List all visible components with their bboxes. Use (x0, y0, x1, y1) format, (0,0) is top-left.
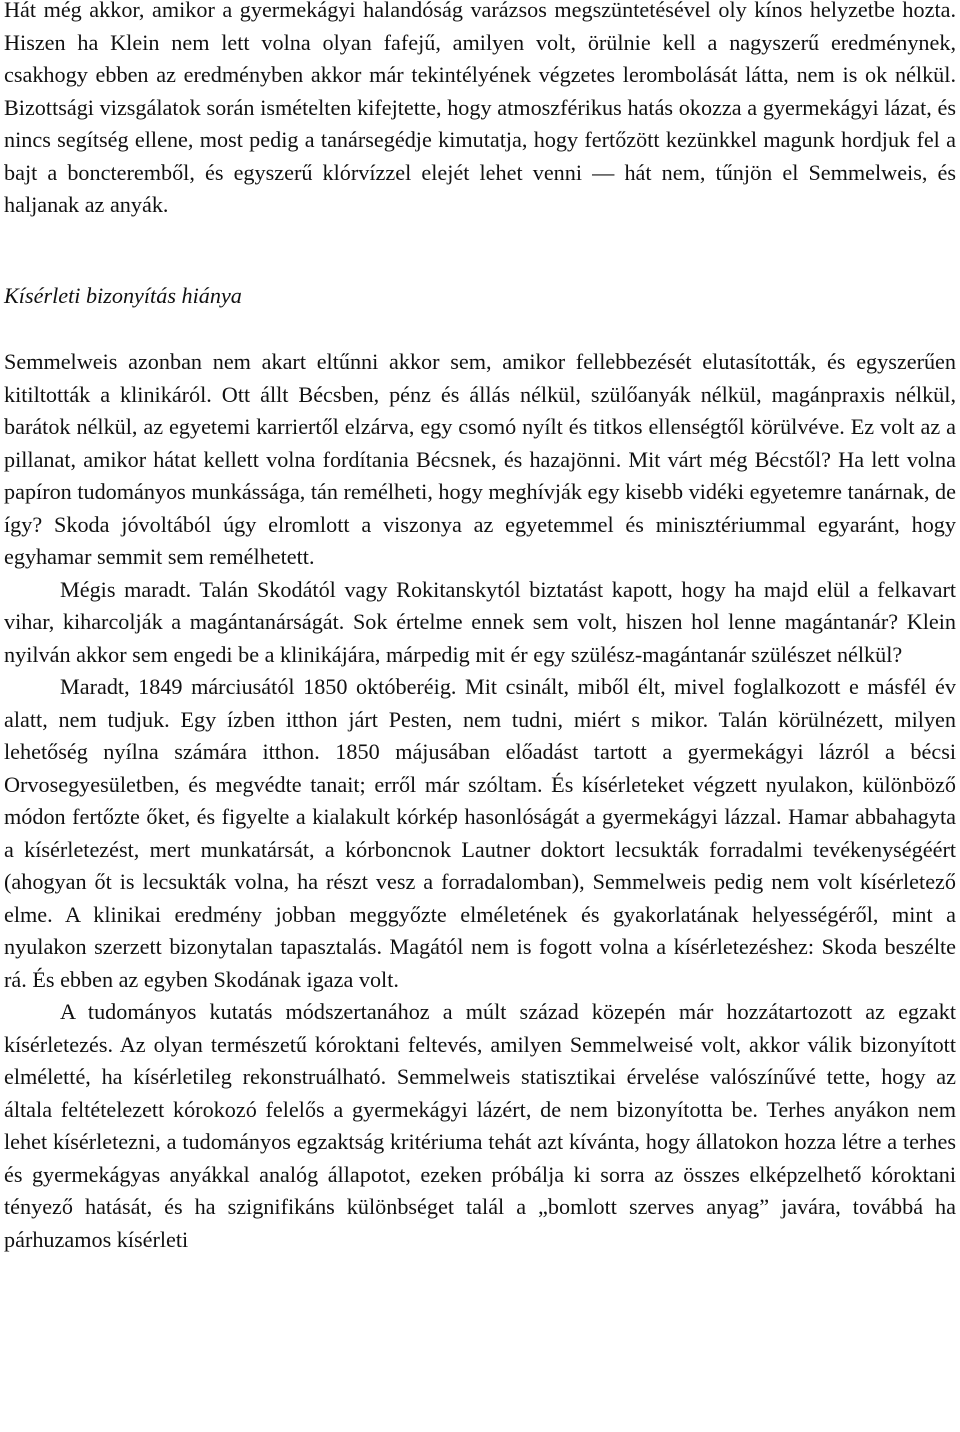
paragraph-5: A tudományos kutatás módszertanához a múlt század közepén már hozzátartozott az egzakt kísérletezés. Az olyan természetű kóroktani feltevés, amilyen Semmelweisé volt, akkor válik bizonyított elméletté, ha kísérletileg rekonstruálható. Semmelweis statisztikai érvelése valószínűvé tette, hogy az általa feltételezett kórokozó felelős a gyermekágyi lázért, de nem bizonyította be. Terhes anyákon nem lehet kísérletezni, a tudományos egzaktság kritériuma tehát azt kívánta, hogy állatokon hozza létre a terhes és gyermekágyas anyákkal analóg állapotot, ezeken próbálja ki sorra az összes elképzelhető kóroktani tényező hatását, és ha szignifikáns különbséget talál a „bomlott szerves anyag” javára, továbbá ha párhuzamos kísérleti (4, 999, 956, 1252)
paragraph-2: Semmelweis azonban nem akart eltűnni akkor sem, amikor fellebbezését elutasították, és egyszerűen kitiltották a klinikáról. Ott állt Bécsben, pénz és állás nélkül, szülőanyák nélkül, magánpraxis nélkül, barátok nélkül, az egyetemi karriertől elzárva, egy csomó nyílt és titkos ellenségtől körülvéve. Ez volt az a pillanat, amikor hátat kellett volna fordítania Bécsnek, és hazajönni. Mit várt még Bécstől? Ha lett volna papíron tudományos munkássága, tán remélheti, hogy meghívják egy kisebb vidéki egyetemre tanárnak, de így? Skoda jóvoltából úgy elromlott a viszonya az egyetemmel és minisztériummal egyaránt, hogy egyhamar semmit sem remélhetett. (4, 349, 956, 569)
paragraph-1: Hát még akkor, amikor a gyermekágyi halandóság varázsos megszüntetésével oly kínos helyzetbe hozta. Hiszen ha Klein nem lett volna olyan fafejű, amilyen volt, örülnie kell a nagyszerű eredménynek, csakhogy ebben az eredményben akkor már tekintélyének végzetes lerombolását látta, nem is ok nélkül. Bizottsági vizsgálatok során ismételten kifejtette, hogy atmoszférikus hatás okozza a gyermekágyi lázat, és nincs segítség ellene, most pedig a tanársegédje kimutatja, hogy fertőzött kezünkkel magunk hordjuk fel a bajt a boncteremből, és egyszerű klórvízzel elejét lehet venni — hát nem, tűnjön el Semmelweis, és haljanak az anyák. (4, 0, 956, 217)
section-heading: Kísérleti bizonyítás hiánya (4, 282, 242, 308)
paragraph-4: Maradt, 1849 márciusától 1850 októberéig. Mit csinált, miből élt, mivel foglalkozott e másfél év alatt, nem tudjuk. Egy ízben itthon járt Pesten, nem tudni, miért s mikor. Talán körülnézett, milyen lehetőség nyílna számára itthon. 1850 májusában előadást tartott a gyermekágyi lázról a bécsi Orvosegyesületben, és megvédte tanait; erről már szóltam. És kísérleteket végzett nyulakon, különböző módon fertőzte őket, és figyelte a kialakult kórkép hasonlóságát a gyermekágyi lázzal. Hamar abbahagyta a kísérletezést, mert munkatársát, a kórboncnok Lautner doktort lecsukták forradalmi tevékenységéért (ahogyan őt is lecsukták volna, ha részt vesz a forradalomban), Semmelweis pedig nem volt kísérletező elme. A klinikai eredmény jobban meggyőzte elméletének és gyakorlatának helyességéről, mint a nyulakon szerzett bizonytalan tapasztalás. Magától nem is fogott volna a kísérletezéshez: Skoda beszélte rá. És ebben az egyben Skodának igaza volt. (4, 674, 956, 992)
paragraph-3: Mégis maradt. Talán Skodától vagy Rokitanskytól biztatást kapott, hogy ha majd elül a felkavart vihar, kiharcolják a magántanárságát. Sok értelme ennek sem volt, hiszen hol lenne magántanár? Klein nyilván akkor sem engedi be a klinikájára, márpedig mit ér egy szülész-magántanár szülészet nélkül? (4, 576, 956, 667)
